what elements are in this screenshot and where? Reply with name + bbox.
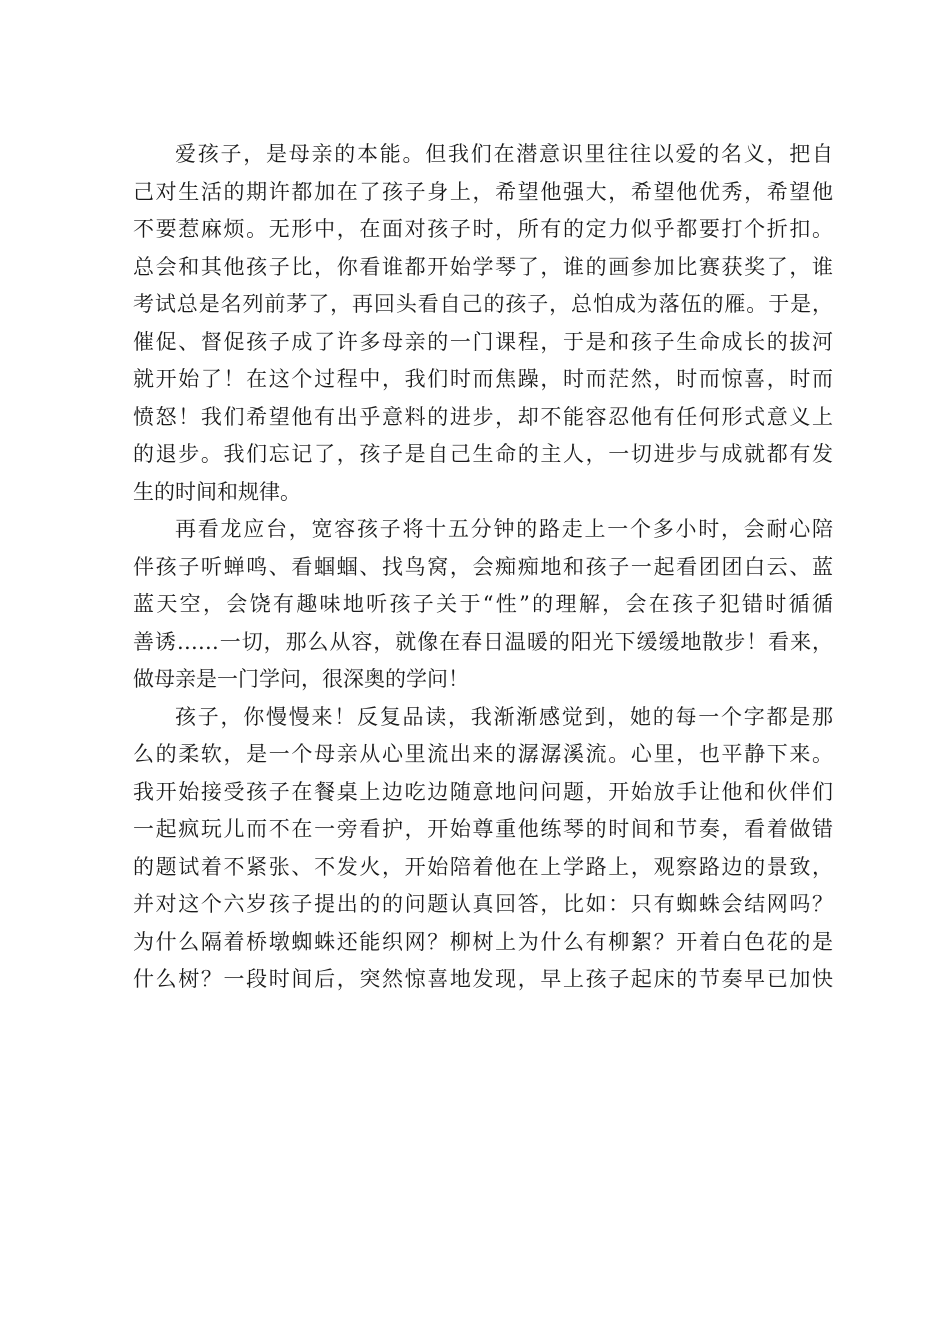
- paragraph-1: [133, 136, 833, 511]
- text-line: 愤怒！我们希望他有出乎意料的进步，却不能容忍他有任何形式意义上: [133, 404, 833, 429]
- paragraph-3: [133, 699, 833, 999]
- text-line: 爱孩子，是母亲的本能。但我们在潜意识里往往以爱的名义，把自: [175, 142, 833, 166]
- text-line: 的退步。我们忘记了，孩子是自己生命的主人，一切进步与成就都有发: [133, 442, 833, 466]
- document-body: [133, 136, 833, 999]
- text-line: 我开始接受孩子在餐桌上边吃边随意地问问题，开始放手让他和伙伴们: [133, 779, 833, 804]
- text-line: 生的时间和规律。: [133, 479, 301, 504]
- text-line: 蓝天空，会饶有趣味地听孩子关于“性”的理解，会在孩子犯错时循循: [133, 592, 833, 616]
- text-line: 孩子，你慢慢来！反复品读，我渐渐感觉到，她的每一个字都是那: [175, 704, 833, 729]
- text-line: 不要惹麻烦。无形中，在面对孩子时，所有的定力似乎都要打个折扣。: [133, 217, 833, 241]
- text-line: 为什么隔着桥墩蜘蛛还能织网？柳树上为什么有柳絮？开着白色花的是: [133, 929, 833, 954]
- text-line: 再看龙应台，宽容孩子将十五分钟的路走上一个多小时，会耐心陪: [175, 517, 833, 541]
- text-line: 善诱……一切，那么从容，就像在春日温暖的阳光下缓缓地散步！看来，: [133, 629, 833, 654]
- text-line: 伴孩子听蝉鸣、看蝈蝈、找鸟窝，会痴痴地和孩子一起看团团白云、蓝: [133, 554, 833, 579]
- text-line: 一起疯玩儿而不在一旁看护，开始尊重他练琴的时间和节奏，看着做错: [133, 817, 833, 841]
- text-line: 就开始了！在这个过程中，我们时而焦躁，时而茫然，时而惊喜，时而: [133, 367, 833, 391]
- text-line: 么的柔软，是一个母亲从心里流出来的潺潺溪流。心里，也平静下来。: [133, 742, 833, 766]
- paragraph-2: [133, 511, 833, 699]
- text-line: 什么树？一段时间后，突然惊喜地发现，早上孩子起床的节奏早已加快: [133, 967, 833, 991]
- text-line: 总会和其他孩子比，你看谁都开始学琴了，谁的画参加比赛获奖了，谁: [133, 254, 833, 279]
- text-line: 己对生活的期许都加在了孩子身上，希望他强大，希望他优秀，希望他: [133, 179, 833, 204]
- text-line: 考试总是名列前茅了，再回头看自己的孩子，总怕成为落伍的雁。于是，: [133, 292, 833, 316]
- text-line: 的题试着不紧张、不发火，开始陪着他在上学路上，观察路边的景致，: [133, 854, 833, 879]
- text-line: 并对这个六岁孩子提出的的问题认真回答，比如：只有蜘蛛会结网吗？: [133, 892, 833, 916]
- text-line: 做母亲是一门学问，很深奥的学问！: [133, 667, 469, 691]
- text-line: 催促、督促孩子成了许多母亲的一门课程，于是和孩子生命成长的拔河: [133, 329, 833, 354]
